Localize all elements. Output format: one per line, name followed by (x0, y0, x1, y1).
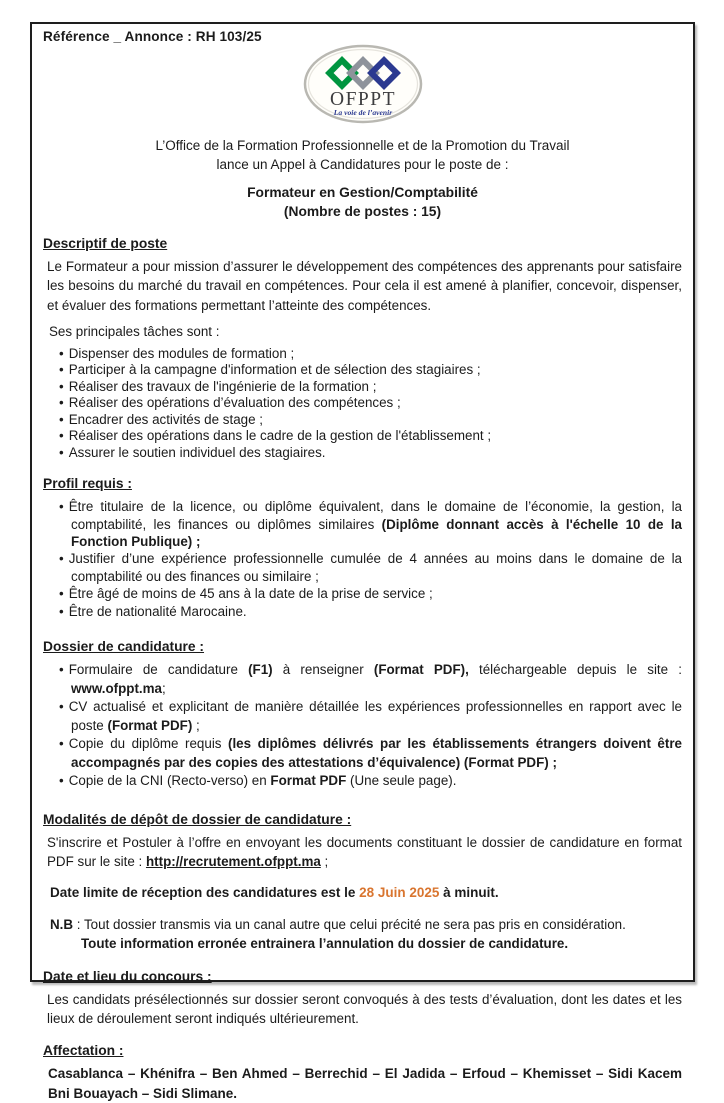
profil-list (43, 498, 682, 620)
descriptif-paragraph: Le Formateur a pour mission d’assurer le développement des compétences des apprenants pour satisfaire les besoins du marché du travail en compétences. Pour cela il est amené à planifier, concevoir, dispenser, et évaluer des formations permettant l’atteinte des compétences. (47, 259, 682, 313)
list-item: • Participer à la campagne d'information et de sélection des stagiaires ; (59, 362, 682, 378)
deadline-line: Date limite de réception des candidatures est le 28 Juin 2025 à minuit. (50, 884, 499, 900)
list-item: • Encadrer des activités de stage ; (59, 412, 682, 428)
list-item: • Réaliser des travaux de l'ingénierie de la formation ; (59, 379, 682, 395)
logo-tagline: La voie de l’avenir (333, 108, 392, 117)
intro-block (43, 136, 682, 175)
affectation-cities: Casablanca – Khénifra – Ben Ahmed – Berrechid – El Jadida – Erfoud – Khemisset – Sidi Kacem Bni Bouayach – Sidi Slimane. (48, 1066, 682, 1101)
nb-block (50, 915, 682, 954)
list-item: • Réaliser des opérations dans le cadre de la gestion de l'établissement ; (59, 428, 682, 444)
post-title-block (43, 183, 682, 222)
list-item: • Être de nationalité Marocaine. (59, 603, 682, 620)
hyperlink[interactable]: http://recrutement.ofppt.ma (145, 853, 321, 869)
list-item: • Formulaire de candidature (F1) à renseigner (Format PDF), téléchargeable depuis le site : www.ofppt.ma; (59, 661, 682, 698)
section-heading-dossier: Dossier de candidature : (43, 639, 205, 655)
intro-line2: lance un Appel à Candidatures pour le poste de : (216, 157, 509, 173)
list-item: • Justifier d’une expérience professionnelle cumulée de 4 années au moins dans le domaine de la comptabilité ou des finances ou similaire ; (59, 550, 682, 585)
list-item: • Copie du diplôme requis (les diplômes délivrés par les établissements étrangers doivent être accompagnés par des copies des attestations d’équivalence) (Format PDF) ; (59, 735, 682, 772)
reference-header: Référence _ Annonce : RH 103/25 (43, 29, 262, 44)
ofppt-logo (302, 44, 424, 124)
dossier-list (43, 661, 682, 791)
list-item: • Copie de la CNI (Recto-verso) en Format PDF (Une seule page). (59, 772, 682, 791)
logo-wordmark: OFPPT (329, 89, 396, 110)
section-heading-affectation: Affectation : (43, 1043, 124, 1059)
section-heading-modalites: Modalités de dépôt de dossier de candidature : (43, 811, 352, 827)
section-heading-concours: Date et lieu du concours : (43, 968, 212, 984)
list-item: • Assurer le soutien individuel des stagiaires. (59, 445, 682, 461)
section-heading-profil: Profil requis : (43, 476, 132, 492)
logo-row (43, 44, 682, 124)
tasks-list (43, 346, 682, 461)
nb-line1: N.B : Tout dossier transmis via un canal autre que celui précité ne sera pas pris en considération. (50, 916, 626, 932)
list-item: • CV actualisé et explicitant de manière détaillée les expériences professionnelles en rapport avec le poste (Format PDF) ; (59, 698, 682, 735)
list-item: • Réaliser des opérations d’évaluation des compétences ; (59, 395, 682, 411)
page-border (30, 22, 695, 1101)
modalites-paragraph: S'inscrire et Postuler à l’offre en envoyant les documents constituant le dossier de candidature en format PDF sur le site : http://recrutement.ofppt.ma ; (47, 834, 682, 869)
tasks-intro: Ses principales tâches sont : (49, 323, 220, 339)
list-item: • Être âgé de moins de 45 ans à la date de la prise de service ; (59, 585, 682, 602)
nb-line2: Toute information erronée entrainera l’annulation du dossier de candidature. (81, 936, 569, 952)
post-count: (Nombre de postes : 15) (283, 203, 442, 219)
post-title: Formateur en Gestion/Comptabilité (247, 184, 478, 200)
intro-line1: L’Office de la Formation Professionnelle et de la Promotion du Travail (155, 138, 570, 153)
list-item: • Dispenser des modules de formation ; (59, 346, 682, 362)
list-item: • Être titulaire de la licence, ou diplôme équivalent, dans le domaine de l’économie, la gestion, la comptabilité, les finances ou diplômes similaires (Diplôme donnant accès à l'échelle 10 de la Fonction Publique) ; (59, 498, 682, 550)
section-heading-descriptif: Descriptif de poste (43, 236, 168, 252)
concours-paragraph: Les candidats présélectionnés sur dossier seront convoqués à des tests d’évaluation, dont les dates et les lieux de déroulement seront indiqués ultérieurement. (47, 991, 682, 1026)
